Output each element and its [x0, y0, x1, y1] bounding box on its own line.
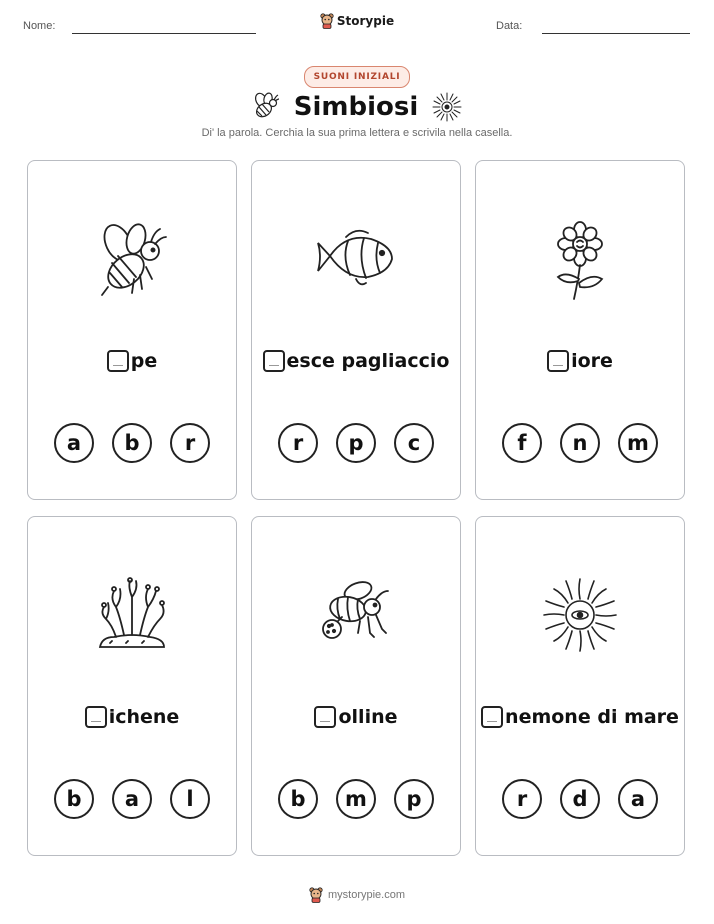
letter-option[interactable]: n	[560, 423, 600, 463]
clownfish-icon	[316, 221, 396, 291]
name-field[interactable]	[72, 33, 256, 34]
instructions: Di' la parola. Cerchia la sua prima lettera e scrivila nella casella.	[201, 127, 513, 139]
date-field[interactable]	[542, 33, 690, 34]
storypie-mascot-icon	[309, 887, 323, 903]
sea-anemone-icon	[542, 577, 618, 653]
coral-icon	[96, 577, 168, 653]
letter-option[interactable]: r	[278, 423, 318, 463]
letter-option[interactable]: l	[170, 779, 210, 819]
bee-icon	[252, 92, 280, 122]
answer-box[interactable]	[107, 350, 129, 372]
letter-option[interactable]: f	[502, 423, 542, 463]
storypie-mascot-icon	[320, 13, 334, 29]
sea-anemone-icon	[432, 92, 462, 122]
word-text: olline	[338, 706, 398, 728]
letter-option[interactable]: b	[54, 779, 94, 819]
answer-box[interactable]	[314, 706, 336, 728]
letter-option[interactable]: m	[618, 423, 658, 463]
word-card	[475, 160, 685, 500]
letter-option[interactable]: d	[560, 779, 600, 819]
bee-pollen-icon	[320, 577, 392, 645]
word-card	[251, 516, 461, 856]
brand-logo	[0, 13, 714, 29]
word-card	[251, 160, 461, 500]
word-text: pe	[130, 350, 158, 372]
letter-option[interactable]: r	[170, 423, 210, 463]
letter-option[interactable]: m	[336, 779, 376, 819]
answer-box[interactable]	[481, 706, 503, 728]
footer-url[interactable]: mystorypie.com	[327, 889, 406, 901]
letter-option[interactable]: b	[278, 779, 318, 819]
name-label: Nome:	[23, 20, 56, 32]
answer-box[interactable]	[263, 350, 285, 372]
letter-option[interactable]: p	[336, 423, 376, 463]
word-card	[475, 516, 685, 856]
date-label: Data:	[496, 20, 523, 32]
letter-option[interactable]: p	[394, 779, 434, 819]
word-text: ichene	[108, 706, 180, 728]
letter-option[interactable]: c	[394, 423, 434, 463]
brand-name: Storypie	[336, 14, 395, 28]
topic-badge: SUONI INIZIALI	[304, 66, 411, 88]
letter-option[interactable]: a	[618, 779, 658, 819]
letter-option[interactable]: a	[54, 423, 94, 463]
flower-icon	[552, 221, 608, 301]
word-text: iore	[571, 350, 613, 372]
word-text: nemone di mare	[505, 706, 679, 728]
answer-box[interactable]	[85, 706, 107, 728]
answer-box[interactable]	[547, 350, 569, 372]
page-title: Simbiosi	[293, 92, 419, 122]
letter-option[interactable]: r	[502, 779, 542, 819]
bee-icon	[96, 221, 168, 301]
letter-option[interactable]: b	[112, 423, 152, 463]
word-text: esce pagliaccio	[286, 350, 450, 372]
word-card	[27, 160, 237, 500]
letter-option[interactable]: a	[112, 779, 152, 819]
word-card	[27, 516, 237, 856]
